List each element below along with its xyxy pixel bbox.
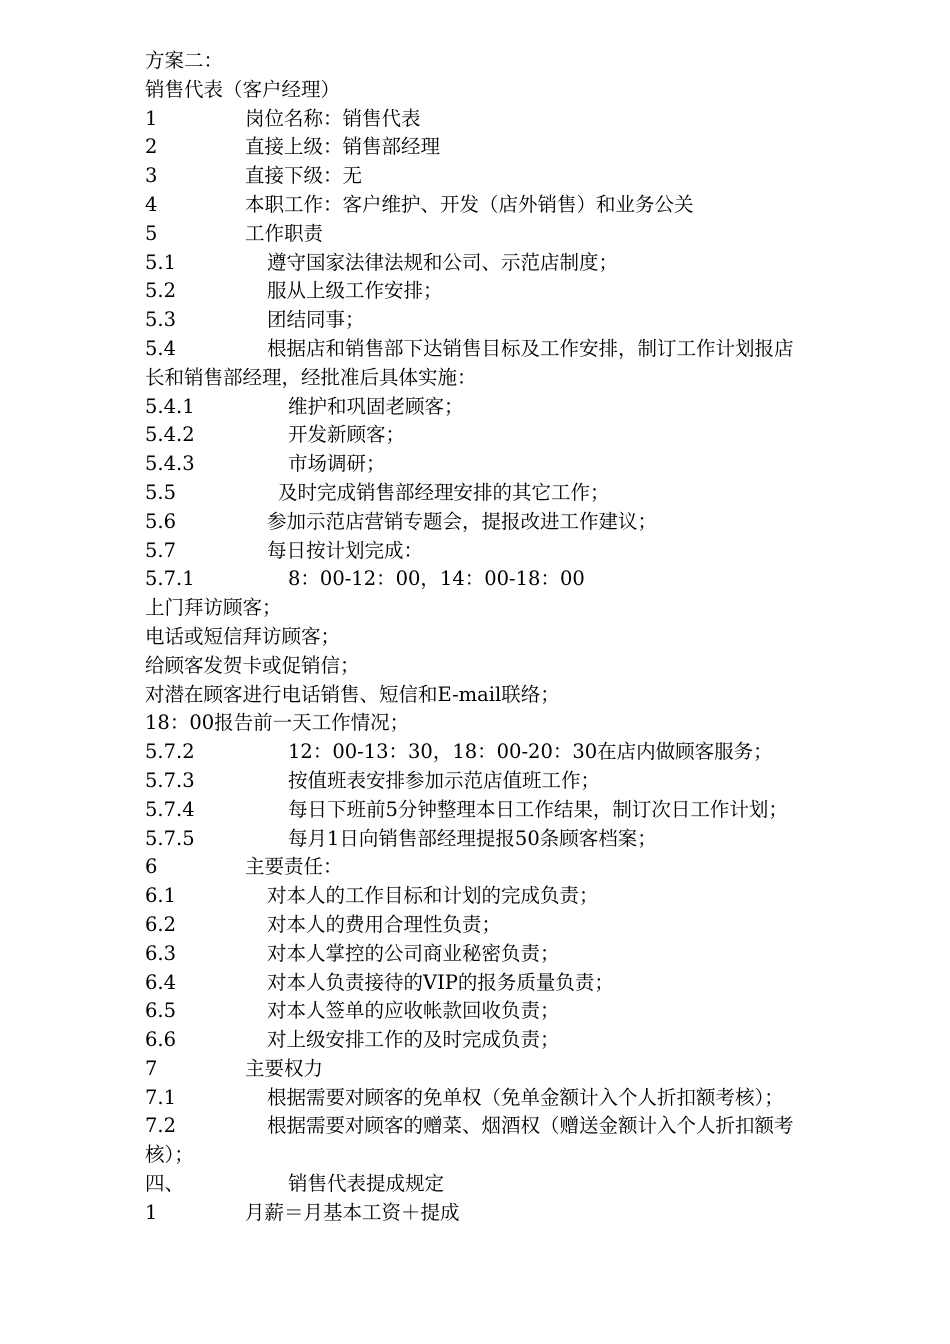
item-5: 5 工作职责: [145, 221, 324, 245]
resp-6-1: 6.1 对本人的工作目标和计划的完成负责；: [145, 884, 599, 908]
duty-5-2: 5.2 服从上级工作安排；: [145, 279, 443, 303]
plain-line-4: 对潜在顾客进行电话销售、短信和E-mail联络；: [145, 682, 560, 706]
duty-5-7-2: 5.7.2 12：00-13：30，18：00-20：30在店内做顾客服务；: [145, 740, 773, 764]
plain-line-5: 18：00报告前一天工作情况；: [145, 711, 410, 735]
duty-5-4-2: 5.4.2 开发新顾客；: [145, 423, 406, 447]
power-7-2: 7.2 根据需要对顾客的赠菜、烟酒权（赠送金额计入个人折扣额考: [145, 1114, 794, 1138]
resp-6-4: 6.4 对本人负责接待的VIP的报务质量负责；: [145, 970, 614, 994]
duty-5-6: 5.6 参加示范店营销专题会，提报改进工作建议；: [145, 509, 658, 533]
duty-5-5: 5.5 及时完成销售部经理安排的其它工作；: [145, 480, 610, 504]
document-content: [145, 47, 880, 1228]
duty-5-7-4: 5.7.4 每日下班前5分钟整理本日工作结果，制订次日工作计划；: [145, 797, 788, 821]
resp-6-5: 6.5 对本人签单的应收帐款回收负责；: [145, 999, 560, 1023]
duty-5-4-3: 5.4.3 市场调研；: [145, 452, 386, 476]
section-6: 6 主要责任：: [145, 855, 343, 879]
item-2: 2 直接上级：销售部经理: [145, 135, 441, 159]
section-4-commission: 四、 销售代表提成规定: [145, 1172, 445, 1196]
commission-item-1: 1 月薪＝月基本工资＋提成: [145, 1200, 460, 1224]
duty-5-4-1: 5.4.1 维护和巩固老顾客；: [145, 394, 464, 418]
duty-5-4-continued: 长和销售部经理，经批准后具体实施：: [145, 365, 477, 389]
plain-line-3: 给顾客发贺卡或促销信；: [145, 653, 360, 677]
power-7-1: 7.1 根据需要对顾客的免单权（免单金额计入个人折扣额考核）；: [145, 1085, 784, 1109]
duty-5-3: 5.3 团结同事；: [145, 308, 365, 332]
plan-heading: 方案二：: [145, 49, 224, 72]
resp-6-6: 6.6 对上级安排工作的及时完成负责；: [145, 1028, 560, 1052]
duty-5-7: 5.7 每日按计划完成：: [145, 538, 424, 562]
duty-5-1: 5.1 遵守国家法律法规和公司、示范店制度；: [145, 250, 619, 274]
resp-6-3: 6.3 对本人掌控的公司商业秘密负责；: [145, 941, 560, 965]
duty-5-4: 5.4 根据店和销售部下达销售目标及工作安排，制订工作计划报店: [145, 336, 794, 360]
plain-line-2: 电话或短信拜访顾客；: [145, 624, 341, 648]
power-7-2-continued: 核）；: [145, 1143, 194, 1167]
resp-6-2: 6.2 对本人的费用合理性负责；: [145, 912, 502, 936]
duty-5-7-1: 5.7.1 8：00-12：00，14：00-18：00: [145, 567, 585, 591]
duty-5-7-5: 5.7.5 每月1日向销售部经理提报50条顾客档案；: [145, 826, 657, 850]
section-7: 7 主要权力: [145, 1056, 324, 1080]
item-4: 4 本职工作：客户维护、开发（店外销售）和业务公关: [145, 192, 694, 216]
item-3: 3 直接下级：无: [145, 164, 363, 188]
duty-5-7-3: 5.7.3 按值班表安排参加示范店值班工作；: [145, 768, 601, 792]
role-title: 销售代表（客户经理）: [145, 77, 341, 101]
item-1: 1 岗位名称：销售代表: [145, 106, 421, 130]
plain-line-1: 上门拜访顾客；: [145, 596, 282, 620]
